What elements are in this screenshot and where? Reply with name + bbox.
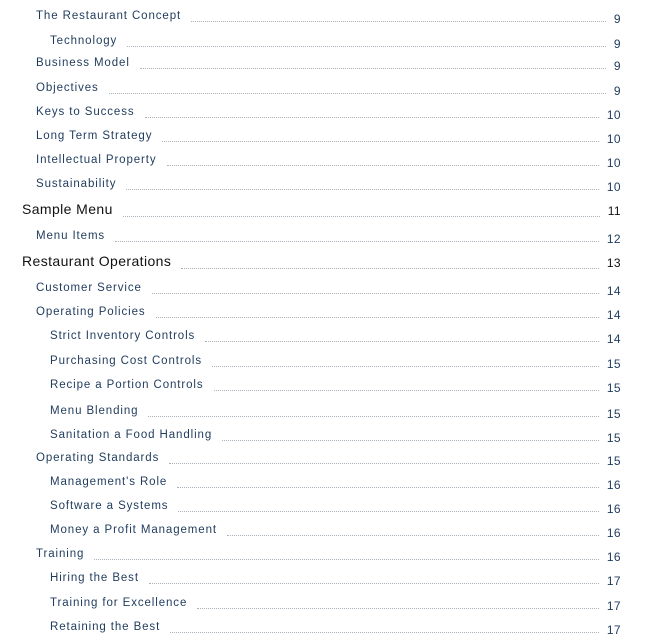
toc-entry-title: Technology bbox=[50, 35, 118, 47]
toc-page-number: 13 bbox=[606, 256, 621, 270]
toc-entry-title: Operating Standards bbox=[36, 452, 160, 464]
toc-entry[interactable] bbox=[0, 567, 621, 587]
toc-dot-leader bbox=[167, 165, 599, 166]
toc-dot-leader bbox=[214, 390, 599, 391]
toc-page-number: 16 bbox=[606, 502, 621, 516]
toc-entry-title: Business Model bbox=[36, 57, 130, 69]
toc-entry[interactable] bbox=[0, 374, 621, 394]
toc-page-number: 17 bbox=[606, 623, 621, 637]
toc-page-number: 17 bbox=[606, 574, 621, 588]
toc-page-number: 10 bbox=[606, 132, 621, 146]
toc-page-number: 9 bbox=[613, 12, 621, 26]
toc-dot-leader bbox=[191, 21, 606, 22]
toc-entry-title: Objectives bbox=[36, 82, 99, 94]
toc-page-number: 10 bbox=[606, 156, 621, 170]
toc-entry-title: Long Term Strategy bbox=[36, 130, 153, 142]
toc-entry[interactable] bbox=[0, 149, 621, 169]
toc-entry[interactable] bbox=[0, 592, 621, 612]
toc-entry-title: Sustainability bbox=[36, 178, 117, 190]
toc-page-number: 17 bbox=[606, 599, 621, 613]
toc-entry-title: Hiring the Best bbox=[50, 572, 139, 584]
toc-page-number: 9 bbox=[613, 84, 621, 98]
toc-entry-title: Purchasing Cost Controls bbox=[50, 355, 202, 367]
toc-entry-title: Management's Role bbox=[50, 476, 168, 488]
toc-entry[interactable] bbox=[0, 5, 621, 25]
toc-dot-leader bbox=[156, 317, 599, 318]
toc-entry-title: Retaining the Best bbox=[50, 621, 161, 633]
toc-entry[interactable] bbox=[0, 301, 621, 321]
toc-dot-leader bbox=[94, 559, 599, 560]
toc-dot-leader bbox=[123, 216, 600, 217]
toc-entry[interactable] bbox=[0, 77, 621, 97]
toc-entry-title: Money a Profit Management bbox=[50, 524, 217, 536]
toc-entry-title: Strict Inventory Controls bbox=[50, 330, 196, 342]
toc-entry[interactable] bbox=[0, 101, 621, 121]
toc-entry[interactable] bbox=[0, 616, 621, 636]
toc-entry-title: The Restaurant Concept bbox=[36, 10, 182, 22]
toc-dot-leader bbox=[227, 535, 599, 536]
toc-entry-title: Sample Menu bbox=[22, 201, 113, 217]
toc-entry[interactable] bbox=[0, 447, 621, 467]
toc-entry-title: Training for Excellence bbox=[50, 597, 188, 609]
toc-entry-title: Operating Policies bbox=[36, 306, 146, 318]
toc-page-number: 14 bbox=[606, 332, 621, 346]
toc-entry[interactable] bbox=[0, 519, 621, 539]
toc-entry[interactable] bbox=[0, 543, 621, 563]
toc-entry-title: Menu Blending bbox=[50, 405, 139, 417]
toc-entry[interactable] bbox=[0, 400, 621, 420]
toc-entry-title: Menu Items bbox=[36, 230, 106, 242]
toc-dot-leader bbox=[149, 583, 599, 584]
toc-dot-leader bbox=[126, 189, 598, 190]
toc-page-number: 15 bbox=[606, 454, 621, 468]
toc-dot-leader bbox=[205, 341, 599, 342]
toc-entry[interactable] bbox=[0, 199, 621, 219]
toc-entry[interactable] bbox=[0, 30, 621, 50]
toc-entry-title: Training bbox=[36, 548, 85, 560]
toc-entry-title: Recipe a Portion Controls bbox=[50, 379, 204, 391]
toc-entry[interactable] bbox=[0, 225, 621, 245]
toc-entry[interactable] bbox=[0, 251, 621, 271]
toc-entry[interactable] bbox=[0, 471, 621, 491]
toc-dot-leader bbox=[169, 463, 599, 464]
toc-page-number: 9 bbox=[613, 59, 621, 73]
toc-dot-leader bbox=[140, 68, 606, 69]
toc-dot-leader bbox=[177, 487, 599, 488]
toc-dot-leader bbox=[170, 632, 599, 633]
toc-entry[interactable] bbox=[0, 325, 621, 345]
toc-dot-leader bbox=[197, 608, 599, 609]
toc-entry[interactable] bbox=[0, 350, 621, 370]
toc-entry-title: Intellectual Property bbox=[36, 154, 157, 166]
toc-entry[interactable] bbox=[0, 495, 621, 515]
toc-dot-leader bbox=[109, 93, 606, 94]
toc-page-number: 16 bbox=[606, 550, 621, 564]
toc-dot-leader bbox=[212, 366, 599, 367]
toc-entry-title: Software a Systems bbox=[50, 500, 169, 512]
toc-entry-title: Sanitation a Food Handling bbox=[50, 429, 213, 441]
toc-dot-leader bbox=[115, 241, 599, 242]
toc-page-number: 15 bbox=[606, 431, 621, 445]
toc-page-number: 9 bbox=[613, 37, 621, 51]
toc-dot-leader bbox=[148, 416, 598, 417]
toc-entry-title: Customer Service bbox=[36, 282, 142, 294]
toc-dot-leader bbox=[181, 268, 599, 269]
toc-dot-leader bbox=[222, 440, 599, 441]
toc-entry[interactable] bbox=[0, 52, 621, 72]
toc-page-number: 15 bbox=[606, 381, 621, 395]
toc-dot-leader bbox=[145, 117, 599, 118]
toc-dot-leader bbox=[127, 46, 606, 47]
toc-dot-leader bbox=[162, 141, 598, 142]
toc-entry[interactable] bbox=[0, 125, 621, 145]
toc-page-number: 15 bbox=[606, 357, 621, 371]
toc-dot-leader bbox=[178, 511, 598, 512]
toc-page-number: 14 bbox=[606, 308, 621, 322]
toc-page-number: 16 bbox=[606, 478, 621, 492]
toc-entry[interactable] bbox=[0, 424, 621, 444]
toc-page-number: 14 bbox=[606, 284, 621, 298]
toc-entry[interactable] bbox=[0, 173, 621, 193]
toc-page-number: 10 bbox=[606, 108, 621, 122]
toc-page-number: 16 bbox=[606, 526, 621, 540]
toc-entry-title: Restaurant Operations bbox=[22, 253, 172, 269]
toc-dot-leader bbox=[152, 293, 599, 294]
toc-page-number: 10 bbox=[606, 180, 621, 194]
toc-entry[interactable] bbox=[0, 277, 621, 297]
toc-entry-title: Keys to Success bbox=[36, 106, 135, 118]
toc-page-number: 12 bbox=[606, 232, 621, 246]
toc-page-number: 11 bbox=[607, 204, 621, 218]
toc-page-number: 15 bbox=[606, 407, 621, 421]
